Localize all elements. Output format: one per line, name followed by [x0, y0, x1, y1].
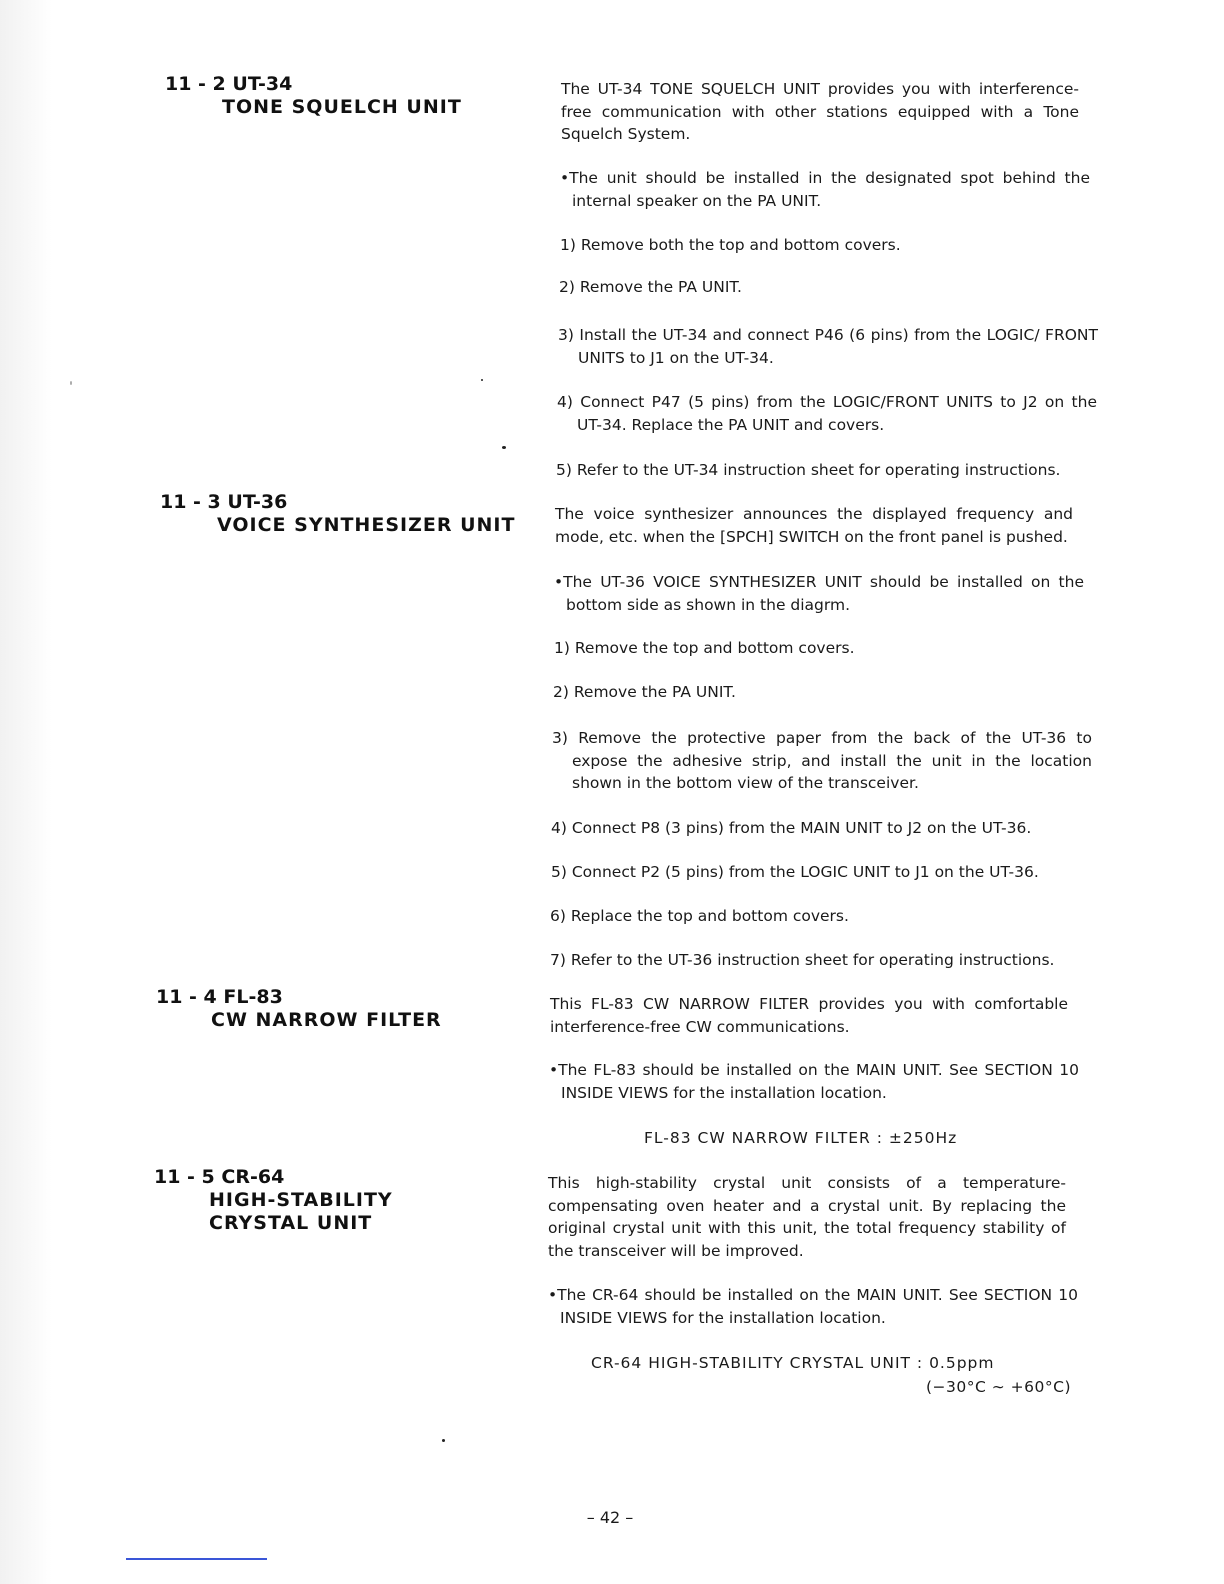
page-number: – 42 –	[586, 1508, 634, 1527]
step-item: 1) Remove both the top and bottom covers.	[560, 236, 901, 254]
section-number: 11 - 4 FL-83	[156, 986, 283, 1008]
scan-speck	[442, 1439, 445, 1442]
section-title: CRYSTAL UNIT	[209, 1212, 373, 1234]
section-title: HIGH-STABILITY	[209, 1189, 393, 1211]
bullet-paragraph: •The UT-36 VOICE SYNTHESIZER UNIT should be installed on the bottom side as shown in the diagrm.	[554, 573, 1084, 614]
section-number: 11 - 3 UT-36	[160, 491, 288, 513]
paragraph: This FL-83 CW NARROW FILTER provides you with comfortable interference-free CW communications.	[550, 995, 1068, 1036]
scan-speck	[70, 381, 72, 385]
bullet-paragraph: •The CR-64 should be installed on the MAIN UNIT. See SECTION 10 INSIDE VIEWS for the installation location.	[548, 1286, 1078, 1327]
step-item: 5) Refer to the UT-34 instruction sheet for operating instructions.	[556, 461, 1061, 479]
step-item: 2) Remove the PA UNIT.	[559, 278, 742, 296]
step-item: 6) Replace the top and bottom covers.	[550, 907, 849, 925]
scan-speck	[481, 379, 483, 381]
spec-line: CR-64 HIGH-STABILITY CRYSTAL UNIT : 0.5ppm	[591, 1354, 995, 1372]
step-item: 1) Remove the top and bottom covers.	[554, 639, 855, 657]
step-item: 4) Connect P47 (5 pins) from the LOGIC/FRONT UNITS to J2 on the UT-34. Replace the PA UNIT and covers.	[557, 393, 1097, 434]
step-item: 3) Remove the protective paper from the back of the UT-36 to expose the adhesive strip, and install the unit in the location shown in the bottom view of the transceiver.	[552, 729, 1092, 792]
step-item: 5) Connect P2 (5 pins) from the LOGIC UNIT to J1 on the UT-36.	[551, 863, 1039, 881]
step-item: 4) Connect P8 (3 pins) from the MAIN UNIT to J2 on the UT-36.	[551, 819, 1032, 837]
paragraph: The UT-34 TONE SQUELCH UNIT provides you with interference-free communication with other stations equipped with a Tone Squelch System.	[561, 80, 1079, 143]
section-heading-ut36	[160, 491, 515, 537]
paragraph: The voice synthesizer announces the displayed frequency and mode, etc. when the [SPCH] SWITCH on the front panel is pushed.	[555, 505, 1073, 546]
scan-speck	[502, 446, 506, 449]
spec-line: FL-83 CW NARROW FILTER : ±250Hz	[644, 1129, 958, 1147]
section-number: 11 - 2 UT-34	[165, 73, 293, 95]
spec-line: (−30°C ∼ +60°C)	[926, 1378, 1072, 1396]
section-title: TONE SQUELCH UNIT	[222, 96, 462, 118]
section-number: 11 - 5 CR-64	[154, 1166, 285, 1188]
step-item: 3) Install the UT-34 and connect P46 (6 pins) from the LOGIC/ FRONT UNITS to J1 on the UT-34.	[558, 326, 1098, 367]
step-item: 7) Refer to the UT-36 instruction sheet for operating instructions.	[550, 951, 1055, 969]
section-title: CW NARROW FILTER	[211, 1009, 442, 1031]
section-heading-fl83	[156, 986, 442, 1032]
section-title: VOICE SYNTHESIZER UNIT	[217, 514, 516, 536]
footer-rule	[126, 1558, 267, 1560]
paragraph: This high-stability crystal unit consists of a temperature-compensating oven heater and a crystal unit. By replacing the original crystal unit with this unit, the total frequency stability of the transceiver will be improved.	[548, 1174, 1066, 1260]
section-heading-cr64	[154, 1166, 393, 1235]
section-heading-ut34	[165, 73, 462, 119]
bullet-paragraph: •The unit should be installed in the designated spot behind the internal speaker on the PA UNIT.	[560, 169, 1090, 210]
bullet-paragraph: •The FL-83 should be installed on the MAIN UNIT. See SECTION 10 INSIDE VIEWS for the installation location.	[549, 1061, 1079, 1102]
step-item: 2) Remove the PA UNIT.	[553, 683, 736, 701]
